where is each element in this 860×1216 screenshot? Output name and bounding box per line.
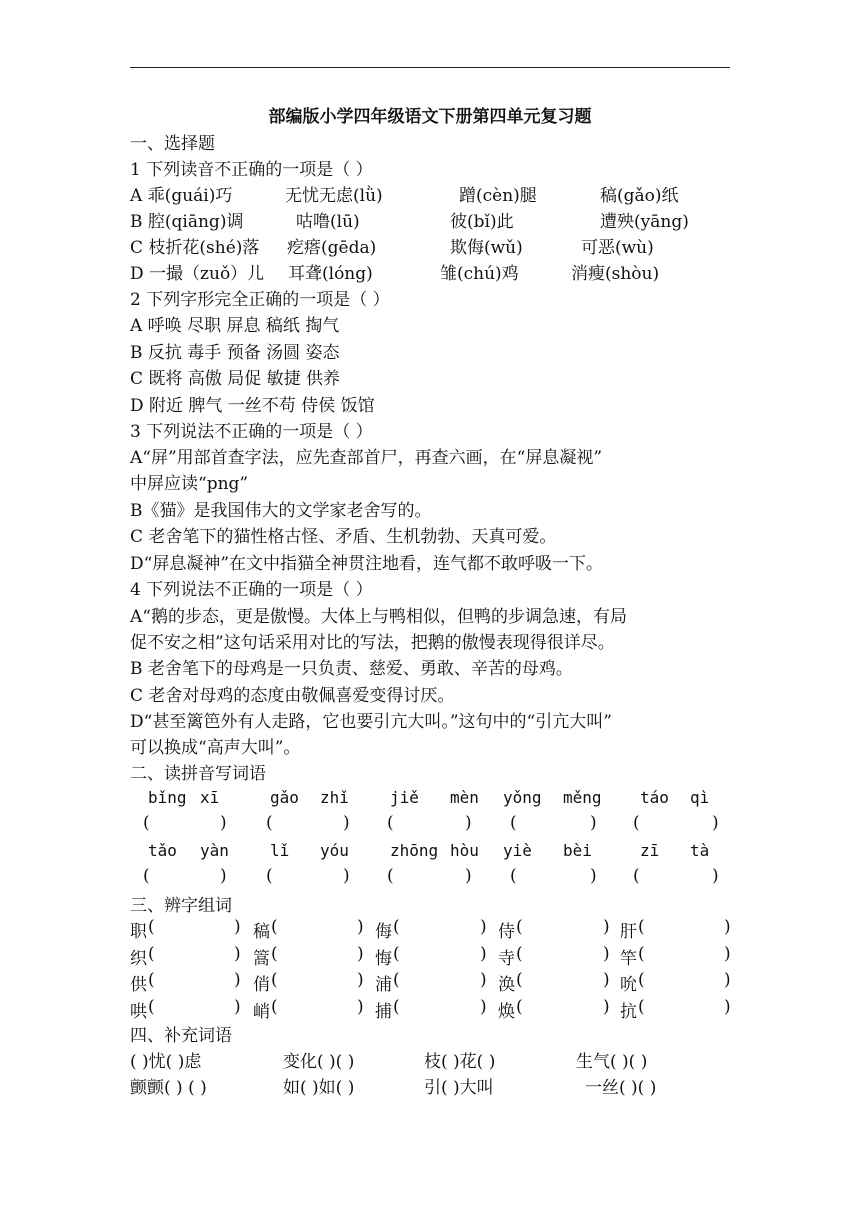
pinyin-syllable: yiè bbox=[503, 841, 532, 860]
answer-blank-close: ) bbox=[712, 813, 719, 833]
pinyin-syllable: tà bbox=[690, 841, 710, 860]
answer-blank-open: ( bbox=[266, 866, 273, 886]
q1-b-item: 遭殃(yāng) bbox=[600, 212, 689, 232]
q4-stem: 4 下列说法不正确的一项是（ ） bbox=[130, 580, 373, 600]
answer-blank-open: ( bbox=[633, 866, 640, 886]
buchong-item: 枝( )花( ) bbox=[424, 1052, 496, 1072]
answer-blank-open: ( bbox=[633, 813, 640, 833]
bianzi-char: 稿 bbox=[253, 922, 270, 942]
bianzi-char: 焕 bbox=[498, 1002, 515, 1022]
answer-blank-open: ( bbox=[510, 866, 517, 886]
answer-blank-close: ) bbox=[480, 970, 487, 990]
buchong-row bbox=[130, 1049, 770, 1076]
q2-option-b: B 反抗 毒手 预备 汤圆 姿态 bbox=[130, 343, 340, 363]
section-heading-bianzi: 三、辨字组词 bbox=[130, 896, 232, 916]
answer-blank-close: ) bbox=[357, 997, 364, 1017]
answer-blank-open: ( bbox=[638, 917, 645, 937]
bianzi-char: 捕 bbox=[375, 1002, 392, 1022]
answer-blank-close: ) bbox=[724, 917, 731, 937]
q1-c-item: 欺侮(wǔ) bbox=[450, 238, 523, 258]
pinyin-syllable: zhōng bbox=[390, 841, 439, 860]
answer-blank-close: ) bbox=[234, 944, 241, 964]
bianzi-char: 浦 bbox=[375, 975, 392, 995]
buchong-item: 颤颤( ) ( ) bbox=[130, 1078, 207, 1098]
q1-d-item: D 一撮（zuǒ）儿 bbox=[130, 264, 265, 284]
bianzi-char: 供 bbox=[130, 975, 147, 995]
answer-blank-open: ( bbox=[271, 997, 278, 1017]
answer-blank-open: ( bbox=[148, 970, 155, 990]
pinyin-syllable: jiě bbox=[390, 788, 419, 807]
answer-blank-open: ( bbox=[393, 997, 400, 1017]
answer-blank-close: ) bbox=[590, 866, 597, 886]
pinyin-syllable: yàn bbox=[200, 841, 229, 860]
q1-b-item: 彼(bǐ)此 bbox=[450, 212, 514, 232]
q1-b-item: B 腔(qiāng)调 bbox=[130, 212, 244, 232]
answer-blank-open: ( bbox=[143, 866, 150, 886]
bianzi-char: 吮 bbox=[620, 975, 637, 995]
pinyin-syllable: lǐ bbox=[270, 841, 290, 860]
q4-option-a-line2: 促不安之相”这句话采用对比的写法，把鹅的傲慢表现得很详尽。 bbox=[130, 633, 615, 653]
buchong-item: 变化( )( ) bbox=[283, 1052, 355, 1072]
q1-a-item: 稿(gǎo)纸 bbox=[600, 186, 679, 206]
q2-option-d: D 附近 脾气 一丝不苟 侍侯 饭馆 bbox=[130, 396, 375, 416]
answer-blank-open: ( bbox=[393, 944, 400, 964]
pinyin-syllable: bèi bbox=[563, 841, 592, 860]
buchong-row bbox=[130, 1075, 770, 1102]
answer-blank-close: ) bbox=[465, 813, 472, 833]
answer-blank-open: ( bbox=[271, 917, 278, 937]
answer-blank-close: ) bbox=[603, 997, 610, 1017]
q1-stem: 1 下列读音不正确的一项是（ ） bbox=[130, 160, 373, 180]
pinyin-syllable: měng bbox=[563, 788, 602, 807]
bianzi-char: 寺 bbox=[498, 949, 515, 969]
answer-blank-close: ) bbox=[724, 944, 731, 964]
q3-option-c: C 老舍笔下的猫性格古怪、矛盾、生机勃勃、天真可爱。 bbox=[130, 527, 557, 547]
bianzi-char: 侮 bbox=[375, 922, 392, 942]
answer-blank-open: ( bbox=[271, 970, 278, 990]
q1-c-item: 疙瘩(gēda) bbox=[287, 238, 377, 258]
bianzi-char: 抗 bbox=[620, 1002, 637, 1022]
answer-blank-open: ( bbox=[393, 970, 400, 990]
bianzi-char: 职 bbox=[130, 922, 147, 942]
bianzi-char: 织 bbox=[130, 949, 147, 969]
answer-blank-close: ) bbox=[220, 813, 227, 833]
pinyin-syllable: xī bbox=[200, 788, 220, 807]
answer-blank-open: ( bbox=[516, 944, 523, 964]
answer-blank-open: ( bbox=[638, 970, 645, 990]
answer-blank-close: ) bbox=[343, 813, 350, 833]
answer-blank-open: ( bbox=[148, 997, 155, 1017]
q1-a-item: A 乖(guái)巧 bbox=[130, 186, 233, 206]
q3-option-d: D“屏息凝神”在文中指猫全神贯注地看，连气都不敢呼吸一下。 bbox=[130, 554, 604, 574]
q1-b-item: 咕噜(lū) bbox=[296, 212, 360, 232]
answer-blank-close: ) bbox=[480, 997, 487, 1017]
answer-blank-close: ) bbox=[712, 866, 719, 886]
bianzi-char: 悔 bbox=[375, 949, 392, 969]
q1-c-item: 可恶(wù) bbox=[581, 238, 654, 258]
answer-blank-open: ( bbox=[516, 917, 523, 937]
q3-option-a-line2: 中屏应读“png” bbox=[130, 474, 249, 494]
answer-blank-close: ) bbox=[724, 997, 731, 1017]
bianzi-char: 俏 bbox=[253, 975, 270, 995]
bianzi-char: 峭 bbox=[253, 1002, 270, 1022]
q1-a-item: 蹭(cèn)腿 bbox=[459, 186, 537, 206]
answer-blank-open: ( bbox=[387, 866, 394, 886]
answer-blank-open: ( bbox=[510, 813, 517, 833]
answer-blank-open: ( bbox=[516, 997, 523, 1017]
answer-blank-close: ) bbox=[343, 866, 350, 886]
answer-blank-open: ( bbox=[638, 997, 645, 1017]
q2-option-a: A 呼唤 尽职 屏息 稿纸 掏气 bbox=[130, 316, 340, 336]
pinyin-syllable: yóu bbox=[320, 841, 349, 860]
bianzi-char: 篙 bbox=[253, 949, 270, 969]
pinyin-syllable: hòu bbox=[450, 841, 479, 860]
bianzi-char: 哄 bbox=[130, 1002, 147, 1022]
pinyin-syllable: tǎo bbox=[148, 841, 177, 860]
section-heading-buchong: 四、补充词语 bbox=[130, 1026, 232, 1046]
pinyin-syllable: bǐng bbox=[148, 788, 187, 807]
bianzi-char: 竿 bbox=[620, 949, 637, 969]
q2-option-c: C 既将 高傲 局促 敏捷 供养 bbox=[130, 369, 341, 389]
answer-blank-close: ) bbox=[234, 997, 241, 1017]
answer-blank-close: ) bbox=[234, 970, 241, 990]
q4-option-d-line2: 可以换成“高声大叫”。 bbox=[130, 738, 301, 758]
answer-blank-open: ( bbox=[638, 944, 645, 964]
bianzi-char: 侍 bbox=[498, 922, 515, 942]
answer-blank-close: ) bbox=[480, 944, 487, 964]
q1-a-item: 无忧无虑(lǜ) bbox=[285, 186, 383, 206]
q4-option-b: B 老舍笔下的母鸡是一只负责、慈爱、勇敢、辛苦的母鸡。 bbox=[130, 659, 573, 679]
answer-blank-close: ) bbox=[603, 944, 610, 964]
answer-blank-close: ) bbox=[465, 866, 472, 886]
answer-blank-close: ) bbox=[724, 970, 731, 990]
buchong-item: 引( )大叫 bbox=[424, 1078, 494, 1098]
q4-option-a-line1: A“鹅的步态，更是傲慢。大体上与鸭相似，但鸭的步调急速，有局 bbox=[130, 607, 627, 627]
answer-blank-close: ) bbox=[480, 917, 487, 937]
answer-blank-open: ( bbox=[148, 944, 155, 964]
q2-stem: 2 下列字形完全正确的一项是（ ） bbox=[130, 290, 390, 310]
buchong-item: 一丝( )( ) bbox=[585, 1078, 657, 1098]
answer-blank-close: ) bbox=[234, 917, 241, 937]
buchong-item: 生气( )( ) bbox=[576, 1052, 648, 1072]
answer-blank-open: ( bbox=[148, 917, 155, 937]
section-heading-choice: 一、选择题 bbox=[130, 134, 215, 154]
buchong-item: ( )忧( )虑 bbox=[130, 1052, 202, 1072]
page-title: 部编版小学四年级语文下册第四单元复习题 bbox=[268, 107, 592, 127]
pinyin-syllable: qì bbox=[690, 788, 710, 807]
answer-blank-close: ) bbox=[590, 813, 597, 833]
q1-d-item: 消瘦(shòu) bbox=[571, 264, 660, 284]
bianzi-char: 涣 bbox=[498, 975, 515, 995]
pinyin-syllable: zhǐ bbox=[320, 788, 349, 807]
section-heading-pinyin: 二、读拼音写词语 bbox=[130, 764, 266, 784]
pinyin-syllable: mèn bbox=[450, 788, 479, 807]
bianzi-char: 肝 bbox=[620, 922, 637, 942]
q1-c-item: C 枝折花(shé)落 bbox=[130, 238, 260, 258]
q1-d-item: 耳聋(lóng) bbox=[288, 264, 373, 284]
answer-blank-close: ) bbox=[357, 917, 364, 937]
answer-blank-open: ( bbox=[266, 813, 273, 833]
q1-d-item: 雏(chú)鸡 bbox=[440, 264, 519, 284]
pinyin-syllable: yǒng bbox=[503, 788, 542, 807]
answer-blank-open: ( bbox=[516, 970, 523, 990]
q3-stem: 3 下列说法不正确的一项是（ ） bbox=[130, 422, 373, 442]
q3-option-a-line1: A“屏”用部首查字法，应先查部首尸，再查六画，在“屏息凝视” bbox=[130, 448, 603, 468]
answer-blank-open: ( bbox=[387, 813, 394, 833]
pinyin-syllable: táo bbox=[640, 788, 669, 807]
pinyin-syllable: gǎo bbox=[270, 788, 299, 807]
answer-blank-open: ( bbox=[271, 944, 278, 964]
answer-blank-close: ) bbox=[603, 917, 610, 937]
buchong-item: 如( )如( ) bbox=[283, 1078, 355, 1098]
pinyin-syllable: zī bbox=[640, 841, 660, 860]
answer-blank-open: ( bbox=[143, 813, 150, 833]
answer-blank-open: ( bbox=[393, 917, 400, 937]
answer-blank-close: ) bbox=[357, 944, 364, 964]
q4-option-c: C 老舍对母鸡的态度由敬佩喜爱变得讨厌。 bbox=[130, 686, 455, 706]
q4-option-d-line1: D“甚至篱笆外有人走路，它也要引亢大叫。”这句中的“引亢大叫” bbox=[130, 712, 612, 732]
answer-blank-close: ) bbox=[357, 970, 364, 990]
q3-option-b: B《猫》是我国伟大的文学家老舍写的。 bbox=[130, 501, 432, 521]
answer-blank-close: ) bbox=[220, 866, 227, 886]
answer-blank-close: ) bbox=[603, 970, 610, 990]
